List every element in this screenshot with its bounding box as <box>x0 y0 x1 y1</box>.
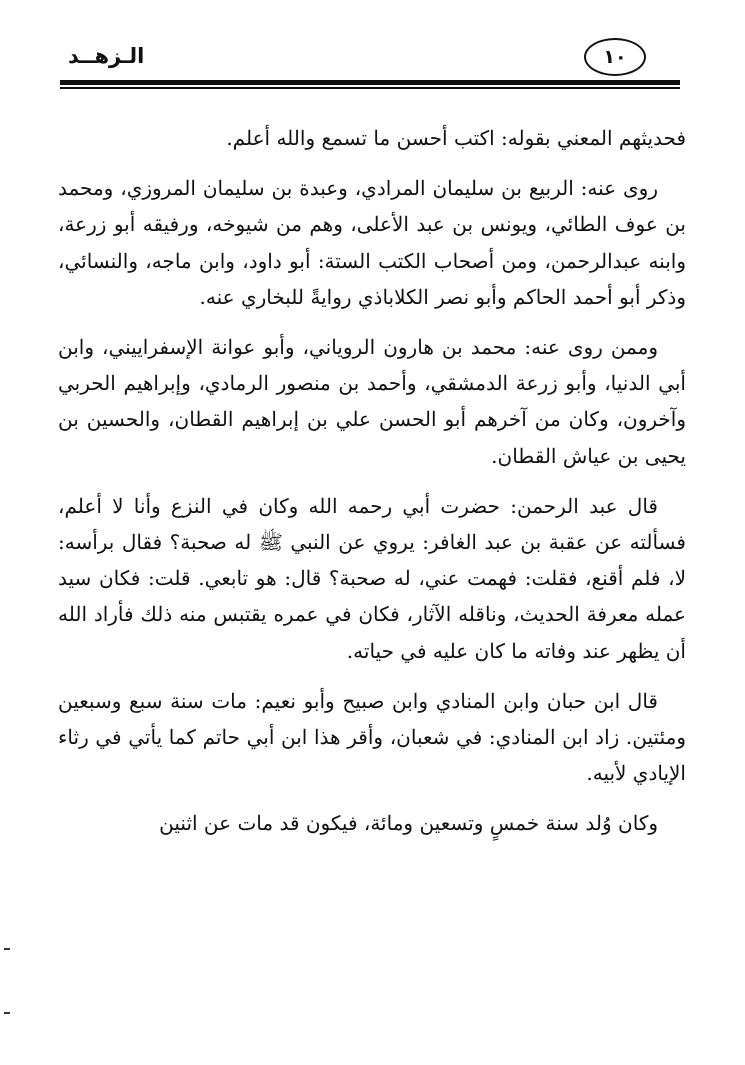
page-header <box>60 36 680 92</box>
margin-mark <box>4 948 10 950</box>
paragraph: وممن روى عنه: محمد بن هارون الروياني، وأبو عوانة الإسفراييني، وابن أبي الدنيا، وأبو زرعة الدمشقي، وأحمد بن منصور الرمادي، وإبراهيم الحربي وآخرون، وكان من آخرهم أبو الحسن علي بن إبراهيم القطان، والحسين بن يحيى بن عياش القطان. <box>58 335 686 468</box>
paragraph: فحديثهم المعني بقوله: اكتب أحسن ما تسمع والله أعلم. <box>226 126 686 150</box>
paragraph: قال ابن حبان وابن المنادي وابن صبيح وأبو نعيم: مات سنة سبع وسبعين ومئتين. زاد ابن المنادي: في شعبان، وأقر هذا ابن أبي حاتم كما يأتي في رثاء الإيادي لأبيه. <box>58 688 686 786</box>
paragraph: روى عنه: الربيع بن سليمان المرادي، وعبدة بن سليمان المروزي، ومحمد بن عوف الطائي، ويونس بن عبد الأعلى، وهم من شيوخه، ورفيقه أبو زرعة، وابنه عبدالرحمن، ومن أصحاب الكتب الستة: أبو داود، وابن ماجه، والنسائي، وذكر أبو أحمد الحاكم وأبو نصر الكلاباذي روايةً للبخاري عنه. <box>58 176 686 309</box>
margin-mark <box>4 1012 10 1014</box>
paragraph: قال عبد الرحمن: حضرت أبي رحمه الله وكان في النزع وأنا لا أعلم، فسألته عن عقبة بن عبد الغافر: يروي عن النبي ﷺ له صحبة؟ فقال برأسه: لا، فلم أقنع، فقلت: فهمت عني، له صحبة؟ قال: هو تابعي. قلت: فكان سيد عمله معرفة الحديث، وناقله الآثار، فكان في عمره يقتبس منه ذلك فأراد الله أن يظهر عند وفاته ما كان عليه في حياته. <box>58 493 686 663</box>
header-rule-thick <box>60 80 680 85</box>
body-text <box>58 120 686 856</box>
page-number: ١٠ <box>584 38 646 76</box>
paragraph: وكان وُلد سنة خمسٍ وتسعين ومائة، فيكون قد مات عن اثنين <box>159 811 658 836</box>
header-rule-thin <box>60 87 680 89</box>
running-title: الـزهــد <box>68 44 145 68</box>
